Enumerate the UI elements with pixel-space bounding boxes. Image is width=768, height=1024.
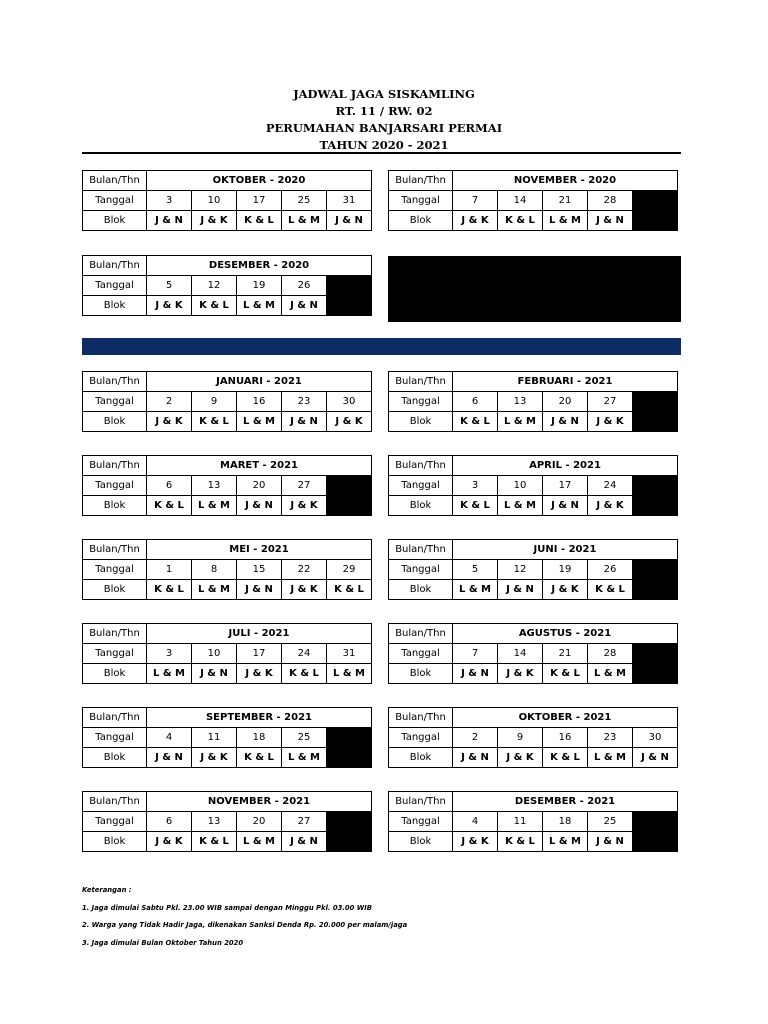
month-label: Bulan/Thn <box>83 540 147 560</box>
block-cell: J & K <box>192 748 237 768</box>
date-label: Tanggal <box>83 728 147 748</box>
month-row <box>83 256 372 276</box>
month-label: Bulan/Thn <box>83 792 147 812</box>
block-cell: K & L <box>588 580 633 600</box>
month-label: Bulan/Thn <box>389 372 453 392</box>
month-label: Bulan/Thn <box>389 624 453 644</box>
block-label: Blok <box>389 664 453 684</box>
block-cell: J & K <box>588 412 633 432</box>
date-label: Tanggal <box>83 644 147 664</box>
block-cell: L & M <box>237 412 282 432</box>
date-cell: 20 <box>543 392 588 412</box>
date-cell: 4 <box>453 812 498 832</box>
block-cell: J & K <box>282 580 327 600</box>
block-cell: K & L <box>237 748 282 768</box>
block-cell: K & L <box>453 412 498 432</box>
month-title: JUNI - 2021 <box>453 540 678 560</box>
month-table <box>388 170 678 231</box>
date-cell: 27 <box>282 476 327 496</box>
date-label: Tanggal <box>83 476 147 496</box>
month-row <box>389 708 678 728</box>
month-label: Bulan/Thn <box>389 540 453 560</box>
date-cell: 3 <box>147 191 192 211</box>
block-cell: J & N <box>237 580 282 600</box>
month-row <box>83 792 372 812</box>
block-cell: L & M <box>588 664 633 684</box>
block-cell: K & L <box>543 748 588 768</box>
year-separator-band <box>82 338 681 355</box>
month-row <box>83 540 372 560</box>
block-cell: L & M <box>192 580 237 600</box>
month-table <box>82 707 372 768</box>
block-cell: J & K <box>498 664 543 684</box>
date-cell: 20 <box>237 476 282 496</box>
block-cell: J & N <box>588 211 633 231</box>
month-row <box>83 171 372 191</box>
header-title: JADWAL JAGA SISKAMLING <box>293 87 475 101</box>
date-cell: 27 <box>588 392 633 412</box>
month-title: OKTOBER - 2020 <box>147 171 372 191</box>
date-row <box>389 392 678 412</box>
month-label: Bulan/Thn <box>389 456 453 476</box>
month-table <box>388 371 678 432</box>
block-row <box>389 664 678 684</box>
document-header <box>0 86 768 154</box>
date-cell: 9 <box>498 728 543 748</box>
month-table <box>388 455 678 516</box>
date-label: Tanggal <box>389 392 453 412</box>
month-table <box>82 255 372 316</box>
date-cell: 17 <box>237 644 282 664</box>
date-cell: 13 <box>192 476 237 496</box>
empty-cell <box>633 191 678 211</box>
block-label: Blok <box>83 211 147 231</box>
month-row <box>389 171 678 191</box>
notes-title: Keterangan : <box>82 886 132 894</box>
note-item: 3. Jaga dimulai Bulan Oktober Tahun 2020 <box>82 938 244 947</box>
date-cell: 25 <box>588 812 633 832</box>
date-label: Tanggal <box>389 812 453 832</box>
empty-cell <box>327 812 372 832</box>
block-cell: J & K <box>192 211 237 231</box>
date-cell: 13 <box>498 392 543 412</box>
block-cell: J & N <box>543 496 588 516</box>
date-cell: 21 <box>543 191 588 211</box>
month-row <box>389 372 678 392</box>
block-row <box>83 412 372 432</box>
header-year: TAHUN 2020 - 2021 <box>319 138 449 152</box>
month-table <box>82 170 372 231</box>
month-table <box>388 539 678 600</box>
block-cell: J & N <box>147 211 192 231</box>
block-cell: L & M <box>327 664 372 684</box>
month-table <box>82 371 372 432</box>
date-cell: 2 <box>147 392 192 412</box>
date-cell: 20 <box>237 812 282 832</box>
block-cell: J & K <box>282 496 327 516</box>
empty-cell <box>327 476 372 496</box>
date-cell: 24 <box>588 476 633 496</box>
header-divider <box>82 152 681 154</box>
date-cell: 3 <box>147 644 192 664</box>
block-label: Blok <box>83 664 147 684</box>
date-cell: 11 <box>498 812 543 832</box>
date-label: Tanggal <box>389 728 453 748</box>
block-cell: J & N <box>237 496 282 516</box>
date-cell: 11 <box>192 728 237 748</box>
date-cell: 31 <box>327 191 372 211</box>
note-item: 2. Warga yang Tidak Hadir Jaga, dikenakan Sanksi Denda Rp. 20.000 per malam/jaga <box>82 921 408 929</box>
month-title: OKTOBER - 2021 <box>453 708 678 728</box>
block-cell: J & K <box>543 580 588 600</box>
month-table <box>388 623 678 684</box>
date-label: Tanggal <box>83 560 147 580</box>
block-label: Blok <box>83 296 147 316</box>
block-label: Blok <box>83 748 147 768</box>
block-cell: J & K <box>147 296 192 316</box>
date-cell: 15 <box>237 560 282 580</box>
block-cell: J & K <box>237 664 282 684</box>
block-cell: J & N <box>282 832 327 852</box>
date-row <box>389 812 678 832</box>
block-cell: J & N <box>453 664 498 684</box>
date-row <box>389 560 678 580</box>
block-cell: K & L <box>147 496 192 516</box>
date-cell: 19 <box>543 560 588 580</box>
month-label: Bulan/Thn <box>83 708 147 728</box>
block-row <box>83 296 372 316</box>
block-cell: L & M <box>192 496 237 516</box>
month-title: SEPTEMBER - 2021 <box>147 708 372 728</box>
date-row <box>389 476 678 496</box>
date-label: Tanggal <box>83 812 147 832</box>
date-cell: 10 <box>192 644 237 664</box>
block-row <box>83 211 372 231</box>
empty-cell <box>633 832 678 852</box>
month-table <box>82 455 372 516</box>
month-title: JULI - 2021 <box>147 624 372 644</box>
date-cell: 7 <box>453 191 498 211</box>
date-row <box>83 644 372 664</box>
empty-black-block <box>388 256 681 322</box>
date-row <box>83 476 372 496</box>
month-title: DESEMBER - 2020 <box>147 256 372 276</box>
date-cell: 27 <box>282 812 327 832</box>
block-label: Blok <box>83 496 147 516</box>
empty-cell <box>633 412 678 432</box>
date-label: Tanggal <box>83 191 147 211</box>
month-row <box>83 456 372 476</box>
month-title: DESEMBER - 2021 <box>453 792 678 812</box>
date-label: Tanggal <box>389 560 453 580</box>
date-cell: 17 <box>237 191 282 211</box>
date-cell: 3 <box>453 476 498 496</box>
date-cell: 29 <box>327 560 372 580</box>
block-label: Blok <box>83 580 147 600</box>
block-cell: J & K <box>498 748 543 768</box>
date-cell: 30 <box>327 392 372 412</box>
block-label: Blok <box>389 211 453 231</box>
date-cell: 23 <box>588 728 633 748</box>
date-cell: 10 <box>498 476 543 496</box>
date-cell: 23 <box>282 392 327 412</box>
block-cell: J & N <box>282 412 327 432</box>
date-cell: 12 <box>192 276 237 296</box>
month-row <box>389 792 678 812</box>
month-label: Bulan/Thn <box>389 792 453 812</box>
month-row <box>389 624 678 644</box>
block-row <box>389 412 678 432</box>
notes-section <box>82 885 407 955</box>
date-cell: 14 <box>498 644 543 664</box>
empty-cell <box>633 560 678 580</box>
month-label: Bulan/Thn <box>83 372 147 392</box>
block-cell: J & K <box>147 412 192 432</box>
date-cell: 2 <box>453 728 498 748</box>
month-title: JANUARI - 2021 <box>147 372 372 392</box>
date-cell: 12 <box>498 560 543 580</box>
block-cell: L & M <box>498 496 543 516</box>
block-cell: J & N <box>192 664 237 684</box>
block-row <box>83 832 372 852</box>
block-cell: K & L <box>543 664 588 684</box>
empty-cell <box>327 748 372 768</box>
date-row <box>83 276 372 296</box>
empty-cell <box>327 496 372 516</box>
empty-cell <box>327 832 372 852</box>
month-title: FEBRUARI - 2021 <box>453 372 678 392</box>
block-cell: J & N <box>633 748 678 768</box>
month-row <box>83 708 372 728</box>
block-cell: K & L <box>327 580 372 600</box>
block-cell: K & L <box>453 496 498 516</box>
block-cell: K & L <box>282 664 327 684</box>
date-row <box>83 812 372 832</box>
date-cell: 22 <box>282 560 327 580</box>
date-cell: 8 <box>192 560 237 580</box>
block-label: Blok <box>389 580 453 600</box>
empty-cell <box>633 496 678 516</box>
block-cell: J & N <box>327 211 372 231</box>
month-row <box>389 456 678 476</box>
month-table <box>82 539 372 600</box>
block-cell: J & N <box>147 748 192 768</box>
date-cell: 10 <box>192 191 237 211</box>
block-cell: J & K <box>453 211 498 231</box>
block-label: Blok <box>389 832 453 852</box>
month-row <box>389 540 678 560</box>
month-label: Bulan/Thn <box>83 171 147 191</box>
block-cell: L & M <box>147 664 192 684</box>
block-row <box>83 748 372 768</box>
date-cell: 18 <box>543 812 588 832</box>
date-cell: 14 <box>498 191 543 211</box>
block-cell: K & L <box>237 211 282 231</box>
month-title: AGUSTUS - 2021 <box>453 624 678 644</box>
date-cell: 19 <box>237 276 282 296</box>
month-label: Bulan/Thn <box>389 171 453 191</box>
month-row <box>83 624 372 644</box>
block-label: Blok <box>389 748 453 768</box>
date-row <box>83 191 372 211</box>
date-cell: 16 <box>543 728 588 748</box>
date-cell: 28 <box>588 644 633 664</box>
date-cell: 6 <box>147 476 192 496</box>
date-label: Tanggal <box>389 644 453 664</box>
block-label: Blok <box>389 496 453 516</box>
date-cell: 26 <box>282 276 327 296</box>
date-cell: 26 <box>588 560 633 580</box>
date-cell: 13 <box>192 812 237 832</box>
month-title: MEI - 2021 <box>147 540 372 560</box>
empty-cell <box>633 664 678 684</box>
date-cell: 5 <box>453 560 498 580</box>
note-item: 1. Jaga dimulai Sabtu Pkl. 23.00 WIB sampai dengan Minggu Pkl. 03.00 WIB <box>82 903 372 912</box>
month-title: NOVEMBER - 2020 <box>453 171 678 191</box>
block-cell: K & L <box>192 296 237 316</box>
block-cell: L & M <box>282 748 327 768</box>
block-label: Blok <box>83 412 147 432</box>
block-row <box>83 580 372 600</box>
empty-cell <box>633 392 678 412</box>
block-cell: K & L <box>192 412 237 432</box>
date-cell: 25 <box>282 191 327 211</box>
block-cell: K & L <box>192 832 237 852</box>
date-label: Tanggal <box>389 476 453 496</box>
empty-cell <box>633 580 678 600</box>
block-cell: K & L <box>498 832 543 852</box>
block-cell: J & N <box>453 748 498 768</box>
block-row <box>389 832 678 852</box>
month-table <box>82 623 372 684</box>
date-row <box>389 191 678 211</box>
block-cell: K & L <box>498 211 543 231</box>
header-housing: PERUMAHAN BANJARSARI PERMAI <box>265 121 503 135</box>
date-cell: 31 <box>327 644 372 664</box>
month-table <box>388 791 678 852</box>
month-label: Bulan/Thn <box>83 624 147 644</box>
block-row <box>389 580 678 600</box>
block-cell: K & L <box>147 580 192 600</box>
date-row <box>83 560 372 580</box>
month-table <box>82 791 372 852</box>
month-row <box>83 372 372 392</box>
date-cell: 18 <box>237 728 282 748</box>
block-row <box>83 664 372 684</box>
block-cell: L & M <box>543 211 588 231</box>
empty-cell <box>327 296 372 316</box>
date-cell: 25 <box>282 728 327 748</box>
block-cell: J & N <box>498 580 543 600</box>
block-cell: L & M <box>237 832 282 852</box>
block-cell: L & M <box>237 296 282 316</box>
empty-cell <box>633 644 678 664</box>
date-cell: 28 <box>588 191 633 211</box>
date-cell: 1 <box>147 560 192 580</box>
date-cell: 17 <box>543 476 588 496</box>
block-row <box>389 496 678 516</box>
month-title: MARET - 2021 <box>147 456 372 476</box>
empty-cell <box>633 476 678 496</box>
date-cell: 9 <box>192 392 237 412</box>
block-cell: J & K <box>588 496 633 516</box>
block-cell: L & M <box>498 412 543 432</box>
month-label: Bulan/Thn <box>83 456 147 476</box>
month-label: Bulan/Thn <box>83 256 147 276</box>
block-cell: J & N <box>282 296 327 316</box>
month-title: NOVEMBER - 2021 <box>147 792 372 812</box>
date-cell: 16 <box>237 392 282 412</box>
month-label: Bulan/Thn <box>389 708 453 728</box>
block-cell: J & K <box>327 412 372 432</box>
block-cell: L & M <box>588 748 633 768</box>
month-table <box>388 707 678 768</box>
block-row <box>83 496 372 516</box>
block-cell: J & K <box>147 832 192 852</box>
header-rt-rw: RT. 11 / RW. 02 <box>335 104 433 118</box>
date-cell: 7 <box>453 644 498 664</box>
block-cell: L & M <box>282 211 327 231</box>
date-label: Tanggal <box>83 276 147 296</box>
block-label: Blok <box>389 412 453 432</box>
block-cell: L & M <box>453 580 498 600</box>
date-row <box>389 728 678 748</box>
block-cell: J & K <box>453 832 498 852</box>
block-cell: L & M <box>543 832 588 852</box>
empty-cell <box>633 211 678 231</box>
date-cell: 24 <box>282 644 327 664</box>
date-row <box>83 728 372 748</box>
empty-cell <box>327 276 372 296</box>
date-cell: 5 <box>147 276 192 296</box>
date-label: Tanggal <box>389 191 453 211</box>
date-row <box>83 392 372 412</box>
month-title: APRIL - 2021 <box>453 456 678 476</box>
date-cell: 21 <box>543 644 588 664</box>
date-cell: 4 <box>147 728 192 748</box>
block-row <box>389 748 678 768</box>
block-label: Blok <box>83 832 147 852</box>
date-cell: 30 <box>633 728 678 748</box>
block-cell: J & N <box>588 832 633 852</box>
empty-cell <box>327 728 372 748</box>
block-row <box>389 211 678 231</box>
empty-cell <box>633 812 678 832</box>
date-label: Tanggal <box>83 392 147 412</box>
date-cell: 6 <box>453 392 498 412</box>
date-cell: 6 <box>147 812 192 832</box>
block-cell: J & N <box>543 412 588 432</box>
date-row <box>389 644 678 664</box>
